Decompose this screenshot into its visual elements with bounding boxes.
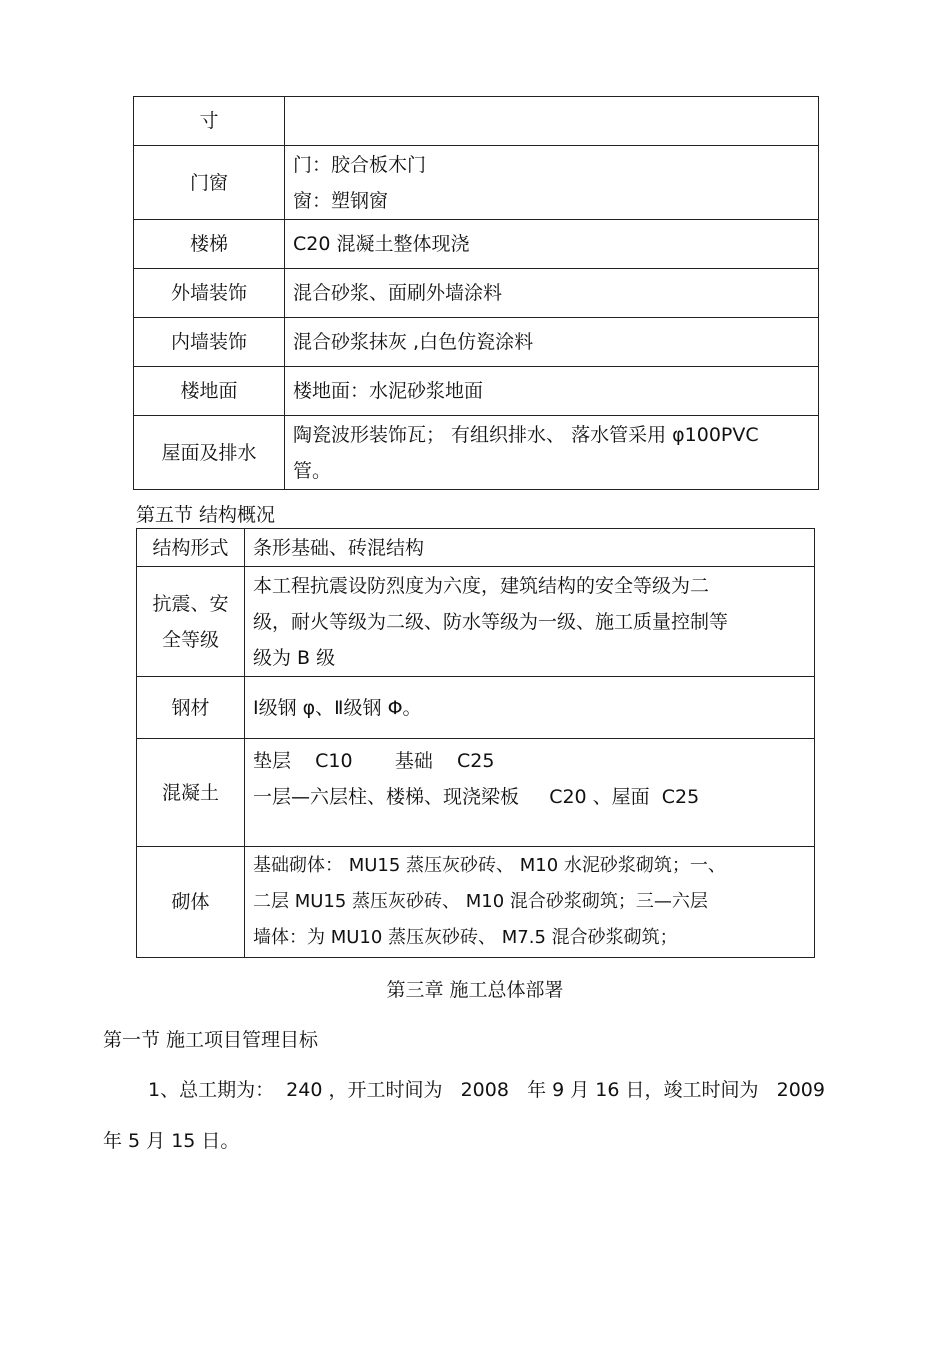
- row-value: 混合砂浆、面刷外墙涂料: [285, 269, 819, 318]
- table-row: [134, 318, 819, 367]
- row-value: 楼地面：水泥砂浆地面: [285, 367, 819, 416]
- row-label: 钢材: [137, 677, 245, 739]
- chapter-title: 第三章 施工总体部署: [386, 979, 564, 1001]
- section-title: 第五节 结构概况: [136, 504, 276, 526]
- table-row: [134, 416, 819, 490]
- row-value: [245, 567, 815, 677]
- value-line: 级，耐火等级为二级、防水等级为一级、施工质量控制等: [253, 610, 729, 633]
- table-row: [137, 739, 815, 847]
- row-value: [245, 847, 815, 958]
- label-line: 全等级: [161, 628, 219, 651]
- label-line: 抗震、安: [152, 592, 229, 615]
- row-label: [137, 567, 245, 677]
- row-label: 外墙装饰: [134, 269, 285, 318]
- value-line: 墙体：为 MU10 蒸压灰砂砖、 M7.5 混合砂浆砌筑；: [253, 927, 678, 948]
- value-line: 基础砌体： MU15 蒸压灰砂砖、 M10 水泥砂浆砌筑；一、: [253, 855, 726, 876]
- row-label: 结构形式: [137, 529, 245, 567]
- row-label: 寸: [134, 97, 285, 146]
- row-value: Ⅰ级钢 φ、Ⅱ级钢 Φ。: [245, 677, 815, 739]
- row-value: [245, 739, 815, 847]
- paragraph-line: 1、总工期为： 240 ，开工时间为 2008 年 9 月 16 日，竣工时间为 2009: [148, 1079, 825, 1101]
- row-value: [285, 416, 819, 490]
- row-value: [285, 97, 819, 146]
- table-row: [134, 146, 819, 220]
- table-row: [137, 847, 815, 958]
- row-value: C20 混凝土整体现浇: [285, 220, 819, 269]
- row-label: 楼梯: [134, 220, 285, 269]
- table-row: [137, 529, 815, 567]
- paragraph-line: 年 5 月 15 日。: [103, 1130, 240, 1152]
- row-label: 屋面及排水: [134, 416, 285, 490]
- row-value: 混合砂浆抹灰 ,白色仿瓷涂料: [285, 318, 819, 367]
- row-label: 门窗: [134, 146, 285, 220]
- row-label: 混凝土: [137, 739, 245, 847]
- row-value: 条形基础、砖混结构: [245, 529, 815, 567]
- table-row: [134, 220, 819, 269]
- value-line: 门：胶合板木门: [293, 153, 427, 176]
- value-line: 窗：塑钢窗: [293, 189, 389, 212]
- table-row: [134, 97, 819, 146]
- row-label: 内墙装饰: [134, 318, 285, 367]
- row-label: 楼地面: [134, 367, 285, 416]
- table-row: [134, 367, 819, 416]
- row-label: 砌体: [137, 847, 245, 958]
- table-row: [137, 677, 815, 739]
- value-line: 陶瓷波形装饰瓦； 有组织排水、 落水管采用 φ100PVC: [293, 423, 759, 446]
- value-line: 本工程抗震设防烈度为六度，建筑结构的安全等级为二: [253, 574, 710, 597]
- value-line: 一层—六层柱、楼梯、现浇梁板 C20 、屋面 C25: [253, 786, 700, 808]
- structure-overview-table: [136, 528, 815, 958]
- value-line: 二层 MU15 蒸压灰砂砖、 M10 混合砂浆砌筑；三—六层: [253, 891, 708, 912]
- row-value: [285, 146, 819, 220]
- table-row: [137, 567, 815, 677]
- building-finishes-table: [133, 96, 819, 490]
- value-line: 垫层 C10 基础 C25: [253, 750, 495, 772]
- section-title: 第一节 施工项目管理目标: [103, 1029, 319, 1051]
- table-row: [134, 269, 819, 318]
- value-line: 级为 B 级: [253, 646, 336, 669]
- value-line: 管。: [293, 459, 332, 482]
